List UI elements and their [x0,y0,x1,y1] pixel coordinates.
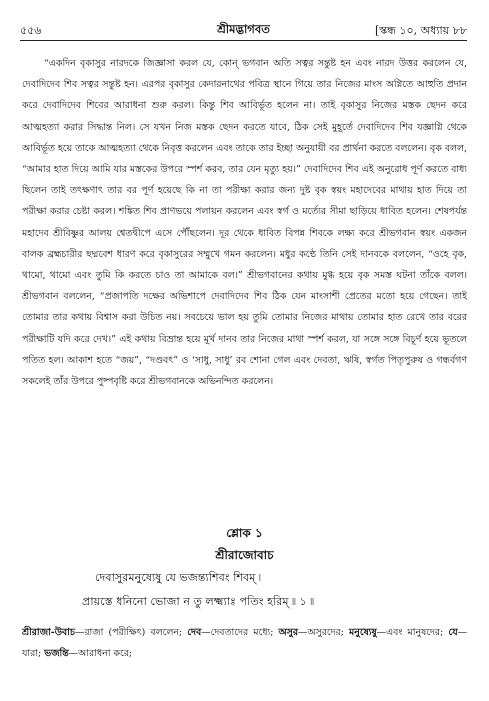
synonym-term: দেব [187,627,202,638]
purport-text [22,53,467,392]
synonym-meaning: দেবতাদের মধ্যে; [210,627,279,638]
header-divider [20,40,467,41]
synonym-term: ভজন্তি [44,648,69,660]
synonym-term: যে [448,627,458,638]
synonym-meaning: রাজা (পরীক্ষিৎ) বললেন; [84,627,188,638]
synonym-term: মনুষ্যেষু [349,627,377,638]
shloka-speaker: শ্রীরাজোবাচ [215,548,274,562]
synonym-meaning: অসুরদের; [307,627,350,638]
page-number: ৫৫৬ [20,24,42,37]
synonym-meaning: যারা; [22,648,45,660]
synonym-term: অসুর [278,627,299,638]
word-meanings: শ্রীরাজা-উবাচ—রাজা (পরীক্ষিৎ) বললেন; দেব—দেবতাদের মধ্যে; অসুর—অসুরদের; মনুষ্যেষু—এবং মানুষদের; যে—যারা; ভজন্তি—আরাধনা করে; [22,627,467,660]
book-title: শ্রীমদ্ভাগবত [217,22,270,36]
synonym-term: শ্রীরাজা-উবাচ [22,627,75,638]
purport-paragraph: “একদিন বৃকাসুর নারদকে জিজ্ঞাসা করল যে, কোন্ ভগবান অতি সত্বর সন্তুষ্ট হন এবং নারদ উত্তর করলেন যে, দেবাদিদেব শিব সত্বর সন্তুষ্ট হন। এরপর বৃকাসুর কেদারনাথের পবিত্র স্থানে গিয়ে তার নিজের মাংস অগ্নিতে আহুতি প্রদান করে দেবাদিদেব শিবের আরাধনা শুরু করল। কিন্তু শিব আবির্ভূত হলেন না। তাই বৃকাসুর নিজের মস্তক ছেদন করে আত্মহত্যা করার সিদ্ধান্ত নিল। সে যখন নিজ মস্তক ছেদন করতে যাবে, ঠিক সেই মুহূর্তে দেবাদিদেব শিব যজ্ঞাগ্নি থেকে আবির্ভূত হয়ে তাকে আত্মহত্যা থেকে নিবৃত্ত করলেন এবং তাকে তার ইচ্ছা অনুযায়ী বর প্রার্থনা করতে বললেন। বৃক বলল, “আমার হাত দিয়ে আমি যার মস্তকের উপরে স্পর্শ করব, তার যেন মৃত্যু হয়।” দেবাদিদেব শিব এই অনুরোধ পূর্ণ করতে বাধ্য ছিলেন তাই তৎক্ষণাৎ তার বর পূর্ণ হয়েছে কি না তা পরীক্ষা করার জন্য দুষ্ট বৃক স্বয়ং মহাদেবের মাথায় হাত দিয়ে তা পরীক্ষা করার চেষ্টা করল। শঙ্কিত শিব প্রাণভয়ে পলায়ন করলেন এবং স্বর্গ ও মর্ত্যের সীমা ছাড়িয়ে ধাবিত হলেন। শেষপর্যন্ত মহাদেব শ্রীবিষ্ণুর আলয় শ্বেতদ্বীপে এসে পৌঁছলেন। দূর থেকে ধাবিত বিপন্ন শিবকে লক্ষ্য করে শ্রীভগবান স্বয়ং একজন বালক ব্রহ্মচারীর ছদ্মবেশ ধারণ করে বৃকাসুরের সম্মুখে গমন করলেন। মধুর কণ্ঠে তিনি সেই দানবকে বললেন, “ওহে বৃক, থামো, থামো এবং তুমি কি করতে চাও তা আমাকে বল।” শ্রীভগবানের কথায় মুগ্ধ হয়ে বৃক সমস্ত ঘটনা তাঁকে বলল। শ্রীভগবান বললেন, “প্রজাপতি দক্ষের অভিশাপে দেবাদিদেব শিব ঠিক যেন মাংসাশী প্রেতের মতো হয়ে গেছেন। তাই তোমার তার কথায় বিশ্বাস করা উচিত নয়। সবচেয়ে ভাল হয় তুমি তোমার নিজের মাথায় তোমার হাত রেখে তার বরের পরীক্ষাটি যদি করে দেখ।” এই কথায় বিভ্রান্ত হয়ে মূর্খ দানব তার নিজের মাথা স্পর্শ করল, যা সঙ্গে সঙ্গে বিচূর্ণ হয়ে ভূতলে পতিত হল। আকাশ হতে “জয়”, “দণ্ডবৎ” ও ‘সাধু, সাধু’ রব শোনা গেল এবং দেবতা, ঋষি, স্বর্গত পিতৃপুরুষ ও গন্ধর্বগণ সকলেই তাঁর উপরে পুষ্পবৃষ্টি করে শ্রীভগবানকে অভিনন্দিত করলেন। [22,58,467,388]
section-reference: [স্কন্ধ ১০, অধ্যায় ৮৮ [374,24,467,37]
synonym-meaning: আরাধনা করে; [78,648,133,660]
shloka-heading: শ্লোক ১ [226,526,263,540]
synonym-meaning: এবং মানুষদের; [386,627,449,638]
verse-line-2: প্রায়স্তে ধনিনো ভোজা ন তু লক্ষ্ম্যাঃ পতিং হরিম্ ৷৷ ১ ৷৷ [82,595,315,608]
page-header [20,20,467,40]
verse-line-1: দেবাসুরমনুষ্যেষু যে ভজন্ত্যশিবং শিবম্ ৷ [95,571,261,584]
